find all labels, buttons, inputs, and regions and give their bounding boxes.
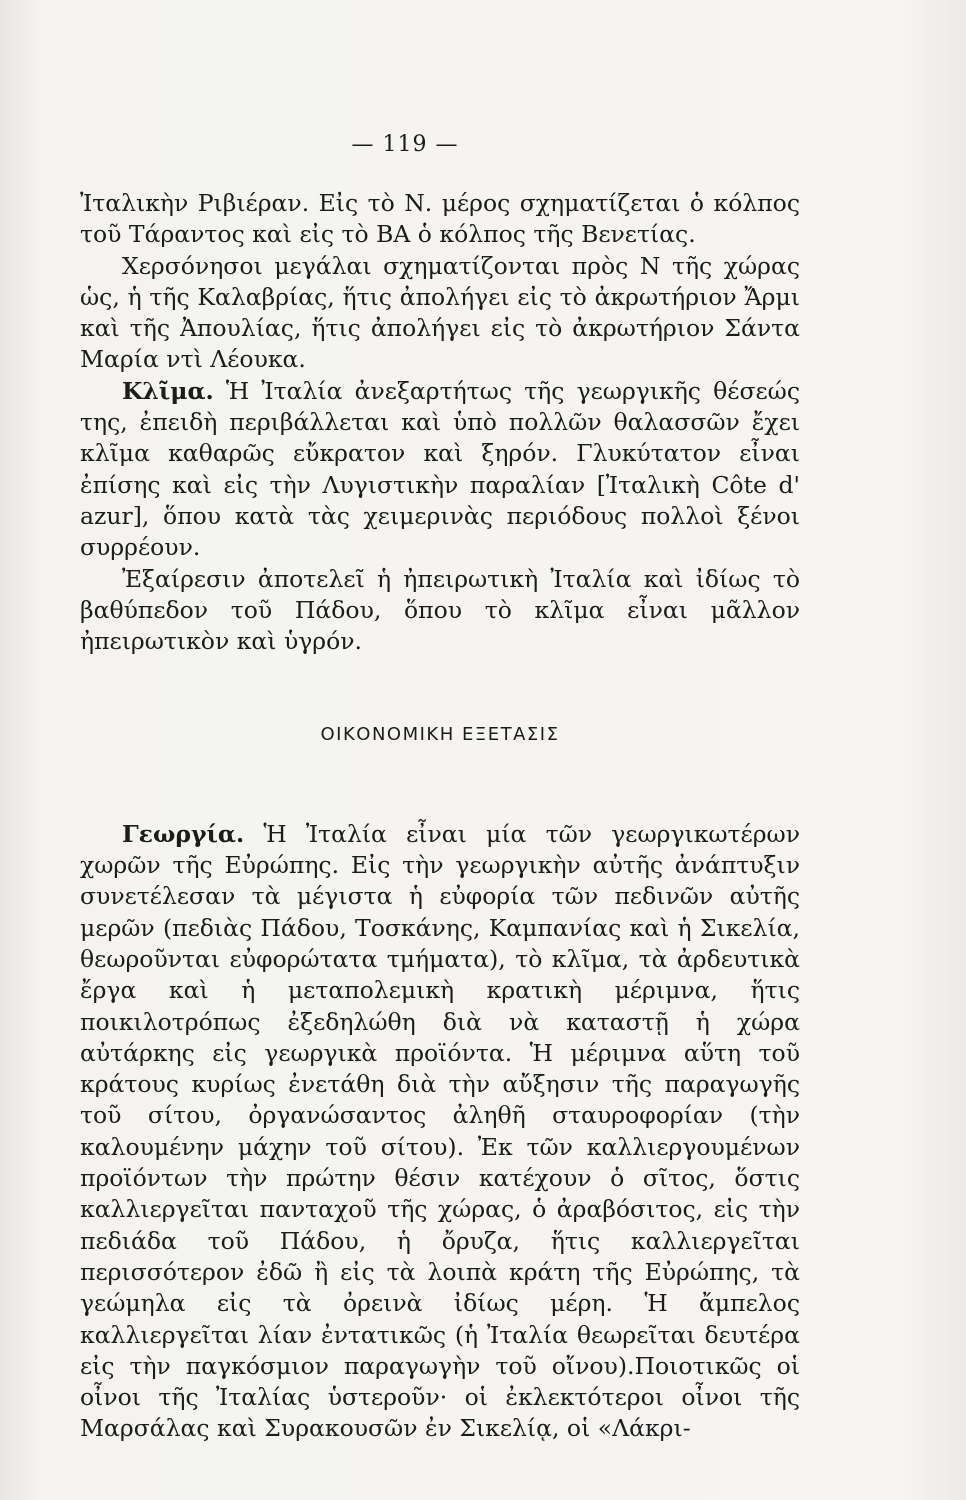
section-heading: ΟΙΚΟΝΟΜΙΚΗ ΕΞΕΤΑΣΙΣ (320, 724, 560, 746)
paragraph-3 (80, 376, 800, 564)
paragraph-5-term: Γεωργία. (122, 819, 245, 848)
paragraph-3-text: Ἡ Ἰταλία ἀνεξαρτήτως τῆς γεωργικῆς θέσεώς της, ἐπειδὴ περιβάλλεται καὶ ὑπὸ πολλῶν θαλασσῶν ἔχει κλῖμα καθαρῶς εὔκρατον καὶ ξηρόν. Γλυκύτατον εἶναι ἐπίσης καὶ εἰς τὴν Λυγιστικὴν παραλίαν [Ἰταλικὴ Côte d' azur], ὅπου κατὰ τὰς χειμερινὰς περιόδους πολλοὶ ξένοι συρρέουν. (80, 376, 800, 562)
paragraph-5-text: Ἡ Ἰταλία εἶναι μία τῶν γεωργικωτέρων χωρῶν τῆς Εὐρώπης. Εἰς τὴν γεωργικὴν αὐτῆς ἀνάπτυξιν συνετέλεσαν τὰ μέγιστα ἡ εὐφορία τῶν πεδινῶν αὐτῆς μερῶν (πεδιὰς Πάδου, Τοσκάνης, Καμπανίας καὶ ἡ Σικελία, θεωροῦνται εὐφορώτατα τμήματα), τὸ κλῖμα, τὰ ἀρδευτικὰ ἔργα καὶ ἡ μεταπολεμικὴ κρατικὴ μέριμνα, ἥτις ποικιλοτρόπως ἐξεδηλώθη διὰ νὰ καταστῇ ἡ χώρα αὐτάρκης εἰς γεωργικὰ προϊόντα. Ἡ μέριμνα αὕτη τοῦ κράτους κυρίως ἐνετάθη διὰ τὴν αὔξησιν τῆς παραγωγῆς τοῦ σίτου, ὀργανώσαντος ἀληθῆ σταυροφορίαν (τὴν καλουμένην μάχην τοῦ σίτου). Ἐκ τῶν καλλιεργουμένων προϊόντων τὴν πρώτην θέσιν κατέχουν ὁ σῖτος, ὅστις καλλιεργεῖται πανταχοῦ τῆς χώρας, ὁ ἀραβόσιτος, εἰς τὴν πεδιάδα τοῦ Πάδου, ἡ ὄρυζα, ἥτις καλλιεργεῖται περισσότερον ἐδῶ ἢ εἰς τὰ λοιπὰ κράτη τῆς Εὐρώπης, τὰ γεώμηλα εἰς τὰ ὀρεινὰ ἰδίως μέρη. Ἡ ἄμπελος καλλιεργεῖται λίαν ἐντατικῶς (ἡ Ἰταλία θεωρεῖται δευτέρα εἰς τὴν παγκόσμιον παραγωγὴν τοῦ οἴνου).Ποιοτικῶς οἱ οἶνοι τῆς Ἰταλίας ὑστεροῦν· οἱ ἐκλεκτότεροι οἶνοι τῆς Μαρσάλας καὶ Συρακουσῶν ἐν Σικελίᾳ, οἱ «Λάκρι- (80, 819, 800, 1443)
body-text (80, 188, 800, 1445)
paragraph-2: Χερσόνησοι μεγάλαι σχηματίζονται πρὸς Ν τῆς χώρας ὡς, ἡ τῆς Καλαβρίας, ἥτις ἀπολήγει εἰς τὸ ἀκρωτήριον Ἄρμι καὶ τῆς Ἀπουλίας, ἥτις ἀπολήγει εἰς τὸ ἀκρωτήριον Σάντα Μαρία ντὶ Λέουκα. (80, 251, 800, 374)
paragraph-3-term: Κλῖμα. (122, 376, 214, 405)
paragraph-5 (80, 819, 800, 1445)
paragraph-1: Ἰταλικὴν Ριβιέραν. Εἰς τὸ Ν. μέρος σχηματίζεται ὁ κόλπος τοῦ Τάραντος καὶ εἰς τὸ ΒΑ ὁ κόλπος τῆς Βενετίας. (80, 189, 800, 249)
page-number: — 119 — (351, 132, 459, 157)
paragraph-4: Ἐξαίρεσιν ἀποτελεῖ ἡ ἠπειρωτικὴ Ἰταλία καὶ ἰδίως τὸ βαθύπεδον τοῦ Πάδου, ὅπου τὸ κλῖμα εἶναι μᾶλλον ἠπειρωτικὸν καὶ ὑγρόν. (80, 564, 800, 656)
